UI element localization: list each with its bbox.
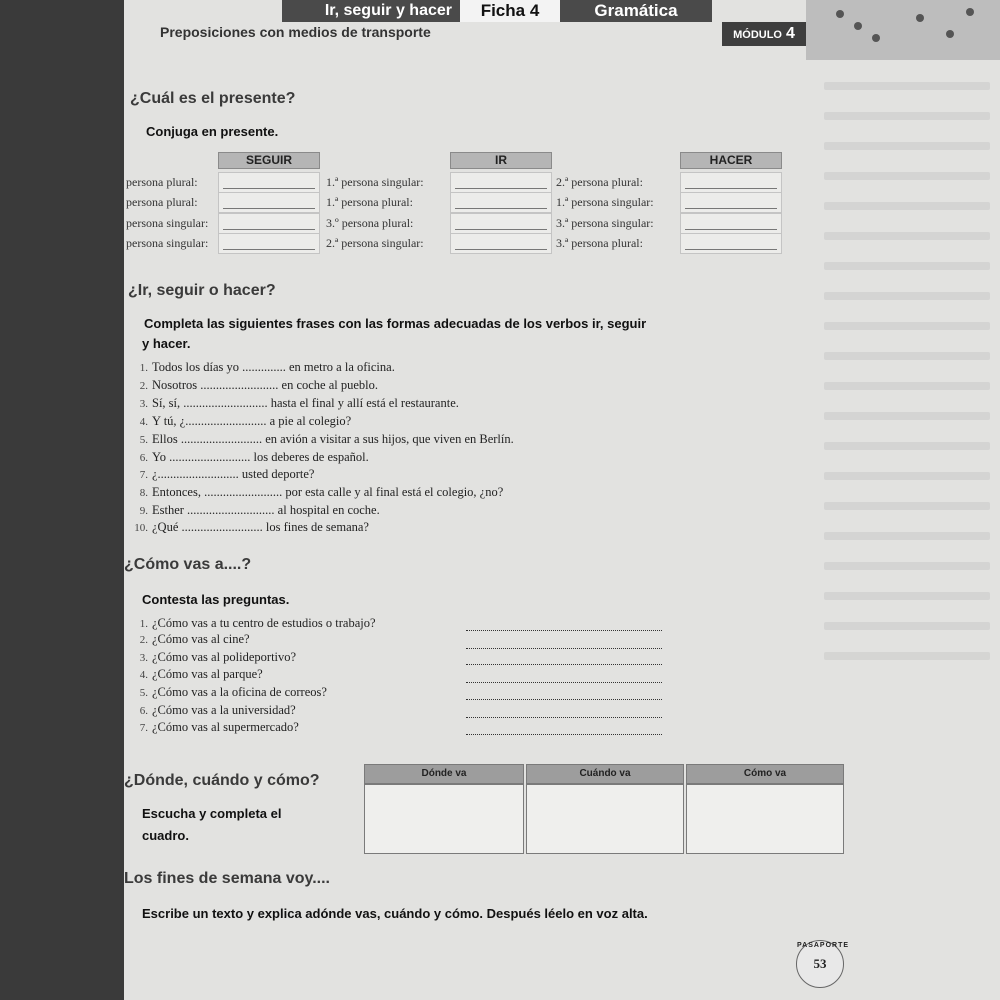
- ex4-instruction-line1: Escucha y completa el: [142, 806, 282, 821]
- ex2-title: ¿Ir, seguir o hacer?: [128, 282, 276, 299]
- question-1: [128, 616, 376, 631]
- question-4: [128, 667, 263, 682]
- sentence-text: Todos los días yo .............. en metro a la oficina.: [152, 360, 395, 374]
- sentence-10: [128, 520, 369, 535]
- question-number: 6.: [139, 705, 148, 717]
- question-text: ¿Cómo vas a la universidad?: [152, 703, 296, 717]
- question-text: ¿Cómo vas a la oficina de correos?: [152, 685, 327, 699]
- sentence-number: 10.: [134, 522, 148, 534]
- ex4-instruction-line2: cuadro.: [142, 828, 189, 843]
- modulo-label: MÓDULO: [733, 29, 782, 41]
- table-cell-donde[interactable]: [364, 784, 524, 854]
- sentence-number: 7.: [139, 469, 148, 481]
- sentence-text: ¿Qué .......................... los fines de semana?: [152, 520, 369, 534]
- question-number: 2.: [139, 634, 148, 646]
- sentence-text: Yo .......................... los deberes de español.: [152, 450, 369, 464]
- ir-input-1[interactable]: [450, 172, 552, 193]
- question-number: 7.: [139, 722, 148, 734]
- table-header-donde: Dónde va: [364, 764, 524, 784]
- header-section: Gramática: [560, 0, 712, 22]
- question-text: ¿Cómo vas al supermercado?: [152, 720, 299, 734]
- sentence-number: 5.: [139, 434, 148, 446]
- answer-line-6[interactable]: [466, 717, 662, 718]
- sentence-text: Nosotros ......................... en coche al pueblo.: [152, 378, 379, 392]
- question-number: 4.: [139, 669, 148, 681]
- hacer-input-2[interactable]: [680, 192, 782, 213]
- hacer-input-1[interactable]: [680, 172, 782, 193]
- sentence-6: [128, 450, 369, 465]
- sentence-number: 4.: [139, 416, 148, 428]
- seguir-input-3[interactable]: [218, 213, 320, 234]
- sentence-number: 8.: [139, 487, 148, 499]
- ex1-instruction: Conjuga en presente.: [146, 124, 279, 139]
- sentence-5: [128, 432, 514, 447]
- header-ficha: Ficha 4: [460, 0, 560, 22]
- question-6: [128, 703, 296, 718]
- question-5: [128, 685, 327, 700]
- sentence-9: [128, 503, 380, 518]
- ex3-instruction: Contesta las preguntas.: [142, 592, 290, 607]
- question-number: 1.: [139, 618, 148, 630]
- sentence-number: 3.: [139, 398, 148, 410]
- sentence-text: ¿.......................... usted deporte?: [152, 467, 315, 481]
- sentence-7: [128, 467, 314, 482]
- answer-line-3[interactable]: [466, 664, 662, 665]
- question-number: 5.: [139, 687, 148, 699]
- verb-header-seguir: SEGUIR: [218, 152, 320, 169]
- seguir-input-1[interactable]: [218, 172, 320, 193]
- ex5-instruction: Escribe un texto y explica adónde vas, cuándo y cómo. Después léelo en voz alta.: [142, 906, 648, 921]
- ir-input-2[interactable]: [450, 192, 552, 213]
- seguir-input-4[interactable]: [218, 233, 320, 254]
- sentence-text: Esther ............................ al hospital en coche.: [152, 503, 380, 517]
- verb-header-hacer: HACER: [680, 152, 782, 169]
- ex2-instruction-line2: y hacer.: [142, 336, 191, 351]
- ir-input-4[interactable]: [450, 233, 552, 254]
- seguir-label-1: persona plural:: [126, 175, 198, 189]
- show-through-text: [804, 60, 1000, 760]
- sentence-text: Entonces, ......................... por esta calle y al final está el colegio, ¿no?: [152, 485, 504, 499]
- ex1-title: ¿Cuál es el presente?: [130, 90, 296, 107]
- modulo-number: 4: [785, 25, 795, 42]
- question-text: ¿Cómo vas al parque?: [152, 667, 263, 681]
- question-number: 3.: [139, 652, 148, 664]
- sentence-8: [128, 485, 503, 500]
- answer-line-2[interactable]: [466, 648, 662, 649]
- ir-label-1: 1.ª persona singular:: [326, 175, 424, 189]
- seguir-input-2[interactable]: [218, 192, 320, 213]
- sentence-text: Sí, sí, ........................... hasta el final y allí está el restaurante.: [152, 396, 459, 410]
- page-number-badge: [796, 940, 850, 988]
- sentence-4: [128, 414, 351, 429]
- question-text: ¿Cómo vas al polideportivo?: [152, 650, 297, 664]
- ir-input-3[interactable]: [450, 213, 552, 234]
- workbook-page: [124, 0, 1000, 1000]
- brand-text: PASAPORTE: [797, 942, 850, 949]
- modulo-badge: [722, 22, 806, 46]
- hacer-label-1: 2.ª persona plural:: [556, 175, 643, 189]
- sentence-text: Ellos .......................... en avión a visitar a sus hijos, que viven en Berlín.: [152, 432, 514, 446]
- answer-line-4[interactable]: [466, 682, 662, 683]
- hacer-input-3[interactable]: [680, 213, 782, 234]
- question-2: [128, 632, 250, 647]
- seguir-label-2: persona plural:: [126, 195, 198, 209]
- hacer-label-4: 3.ª persona plural:: [556, 236, 643, 250]
- ex3-title: ¿Cómo vas a....?: [124, 556, 252, 573]
- hacer-input-4[interactable]: [680, 233, 782, 254]
- ir-label-3: 3.º persona plural:: [326, 216, 414, 230]
- seguir-label-3: persona singular:: [126, 216, 209, 230]
- question-text: ¿Cómo vas al cine?: [152, 632, 250, 646]
- answer-line-5[interactable]: [466, 699, 662, 700]
- question-7: [128, 720, 299, 735]
- sentence-number: 6.: [139, 452, 148, 464]
- answer-line-7[interactable]: [466, 734, 662, 735]
- sentence-number: 1.: [139, 362, 148, 374]
- header-subtitle: Preposiciones con medios de transporte: [160, 24, 431, 40]
- sentence-2: [128, 378, 378, 393]
- verb-header-ir: IR: [450, 152, 552, 169]
- ex5-title: Los fines de semana voy....: [124, 870, 330, 887]
- header-topic: Ir, seguir y hacer: [282, 0, 460, 22]
- question-text: ¿Cómo vas a tu centro de estudios o trabajo?: [152, 616, 376, 630]
- sentence-1: [128, 360, 395, 375]
- ex2-instruction-line1: Completa las siguientes frases con las formas adecuadas de los verbos ir, seguir: [144, 316, 647, 331]
- hacer-label-2: 1.ª persona singular:: [556, 195, 654, 209]
- answer-line-1[interactable]: [466, 630, 662, 631]
- table-cell-cuando[interactable]: [526, 784, 684, 854]
- table-header-cuando: Cuándo va: [526, 764, 684, 784]
- page-number: 53: [813, 956, 827, 971]
- sentence-text: Y tú, ¿.......................... a pie al colegio?: [152, 414, 352, 428]
- sentence-3: [128, 396, 459, 411]
- hacer-label-3: 3.ª persona singular:: [556, 216, 654, 230]
- seguir-label-4: persona singular:: [126, 236, 209, 250]
- dice-decoration: [806, 0, 1000, 60]
- sentence-number: 2.: [139, 380, 148, 392]
- sentence-number: 9.: [139, 505, 148, 517]
- ir-label-4: 2.ª persona singular:: [326, 236, 424, 250]
- table-header-como: Cómo va: [686, 764, 844, 784]
- ir-label-2: 1.ª persona plural:: [326, 195, 413, 209]
- table-cell-como[interactable]: [686, 784, 844, 854]
- listening-table: [364, 764, 844, 858]
- ex4-title: ¿Dónde, cuándo y cómo?: [124, 772, 320, 789]
- question-3: [128, 650, 296, 665]
